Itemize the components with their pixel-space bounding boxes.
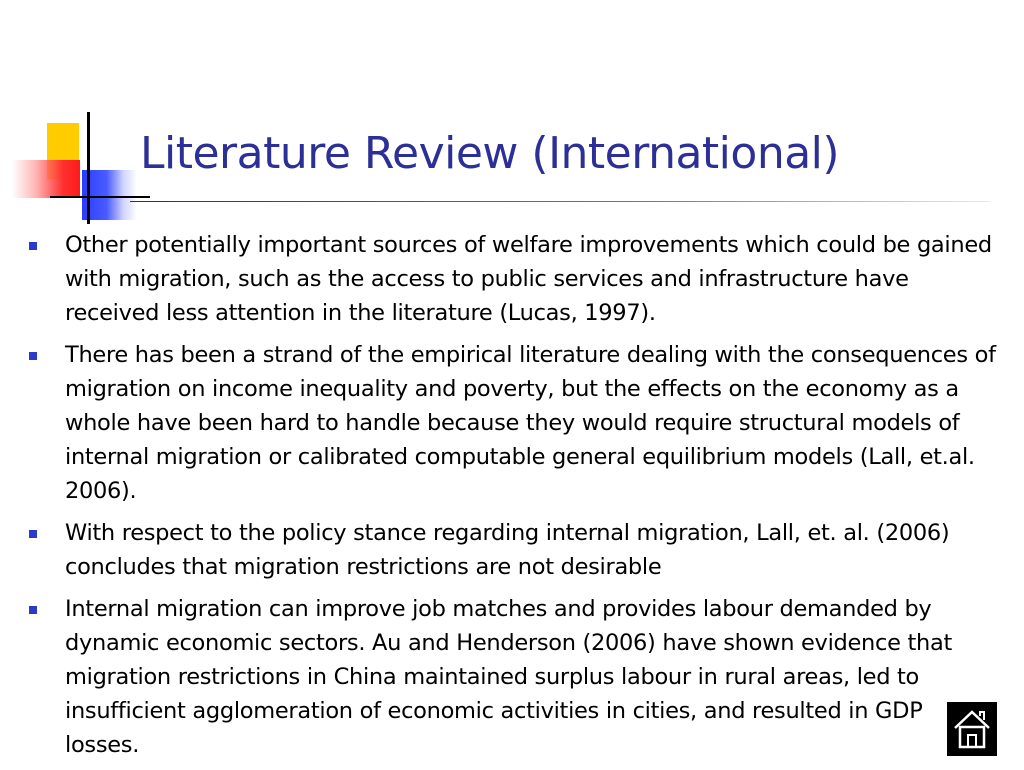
- logo-red-square: [12, 160, 80, 198]
- bullet-text: Internal migration can improve job matches and provides labour demanded by dynamic economic sectors. Au and Henderson (2006) have shown evidence that migration restrictions in China maintained surplus labour in rural areas, led to insufficient agglomeration of economic activities in cities, and resulted in GDP losses.: [65, 596, 952, 758]
- bullet-square-icon: [29, 352, 37, 360]
- title-divider: [130, 201, 990, 202]
- bullet-square-icon: [29, 606, 37, 614]
- bullet-item: [24, 338, 999, 508]
- bullet-item: [24, 592, 999, 762]
- bullet-text: With respect to the policy stance regarding internal migration, Lall, et. al. (2006) concludes that migration restrictions are not desirable: [65, 520, 950, 580]
- bullet-list: [24, 228, 999, 770]
- bullet-square-icon: [29, 530, 37, 538]
- bullet-text: There has been a strand of the empirical literature dealing with the consequences of migration on income inequality and poverty, but the effects on the economy as a whole have been hard to handle because they would require structural models of internal migration or calibrated computable general equilibrium models (Lall, et.al. 2006).: [65, 342, 996, 504]
- bullet-item: [24, 228, 999, 330]
- home-icon: [953, 708, 991, 750]
- bullet-item: [24, 516, 999, 584]
- slide-logo-decoration: [0, 0, 150, 230]
- logo-vertical-line: [87, 112, 90, 224]
- home-button[interactable]: [947, 702, 997, 756]
- logo-blue-square: [82, 170, 137, 220]
- bullet-square-icon: [29, 242, 37, 250]
- slide-title: Literature Review (International): [140, 128, 840, 179]
- logo-horizontal-line: [50, 196, 150, 198]
- bullet-text: Other potentially important sources of welfare improvements which could be gained with migration, such as the access to public services and infrastructure have received less attention in the literature (Lucas, 1997).: [65, 232, 992, 326]
